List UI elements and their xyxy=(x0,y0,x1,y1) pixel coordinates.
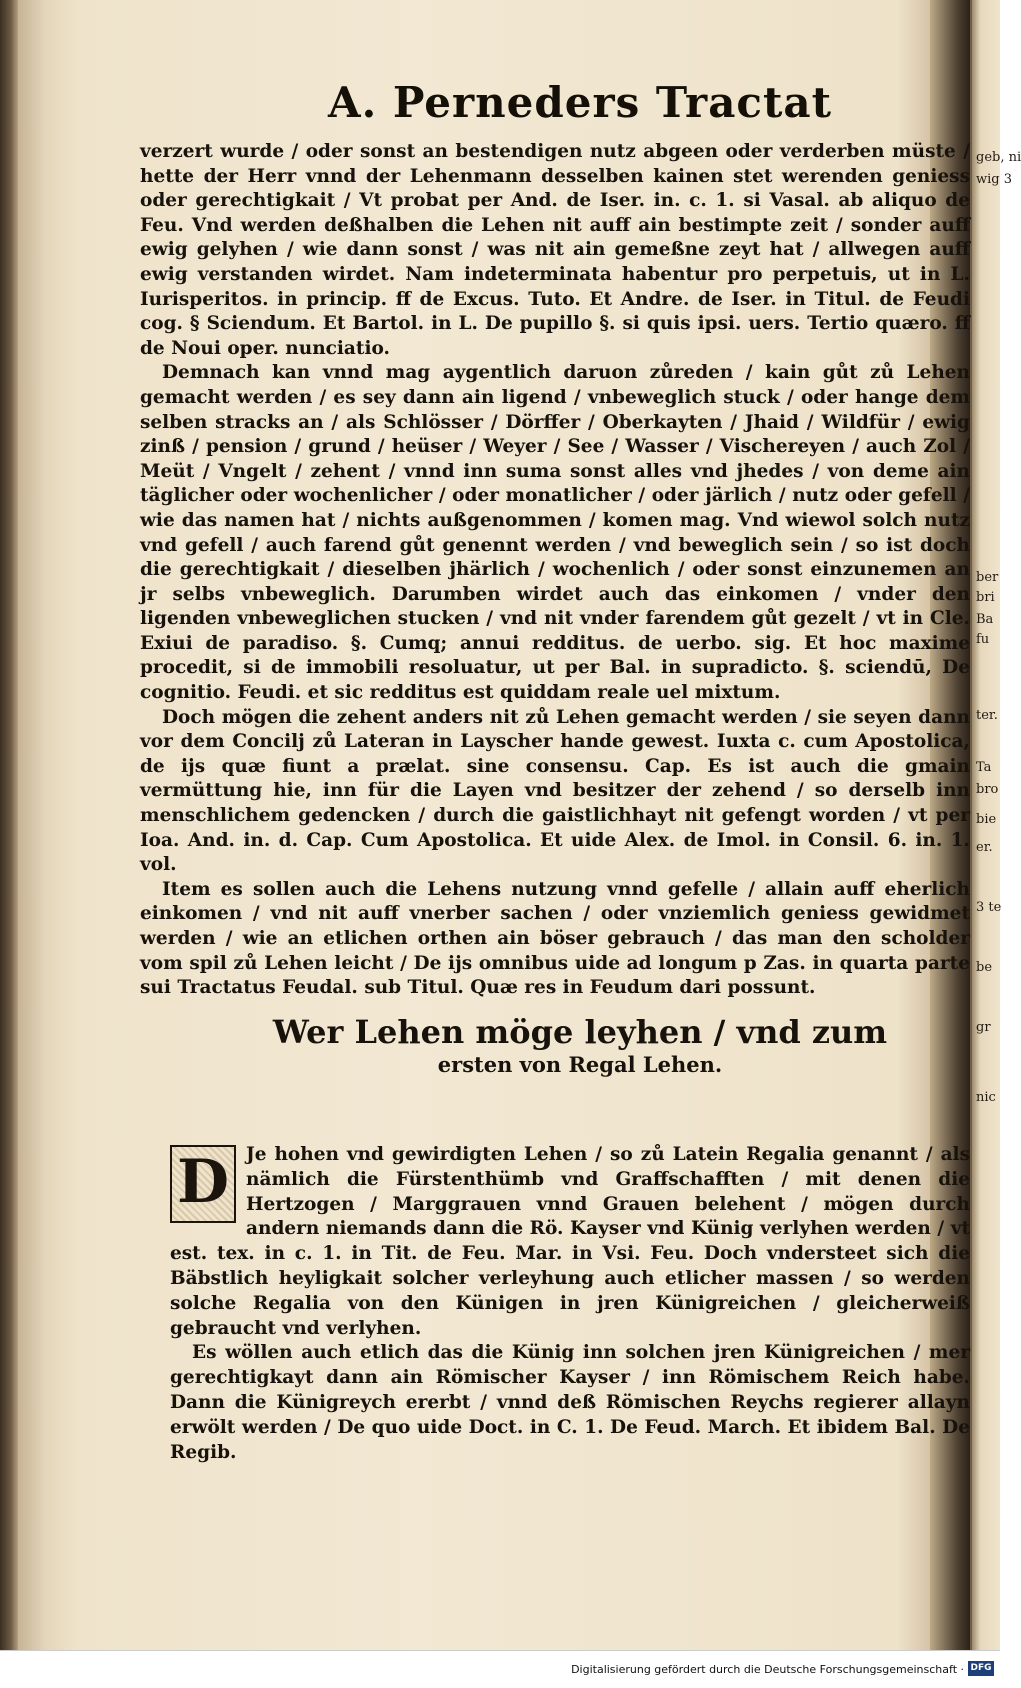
facing-page-fragment: 3 te xyxy=(976,900,1002,915)
paragraph: Item es sollen auch die Lehens nutzung vnnd gefelle / allain auff eherlich einkomen / vnd nit auff vnerber sachen / oder vnziemlich geniess gewidmet werden / wie an etlichen orthen ain böser gebrauch / das man den scholder vom spil zů Lehen leicht / De ijs omnibus uide ad longum p Zas. in quarta parte sui Tractatus Feudal. sub Titul. Quæ res in Feudum dari possunt. xyxy=(140,878,970,999)
facing-page-fragment: gr xyxy=(976,1020,991,1035)
facing-page-fragment: er. xyxy=(976,840,993,855)
section-text xyxy=(170,1143,970,1465)
paragraph-text: Je hohen vnd gewirdigten Lehen / so zů Latein Regalia genannt / als nämlich die Fürstenthümb vnd Graffschafften / mit denen die Hertzogen / Marggrauen vnnd Grauen belehent / mögen durch andern niemands dann die Rö. Kayser vnd Künig verlyhen werden / vt est. tex. in c. 1. in Tit. de Feu. Mar. in Vsi. Feu. Doch vndersteet sich die Bäbstlich heyligkait solcher verleyhung auch etlicher massen / so werden solche Regalia von den Künigen in jren Künigreichen / gleicherweiß gebraucht vnd verlyhen. xyxy=(170,1144,970,1339)
paragraph: Doch mögen die zehent anders nit zů Lehen gemacht werden / sie seyen dann vor dem Concilj zů Lateran in Layscher hande gewest. Iuxta c. cum Apostolica, de ijs quæ fiunt a prælat. sine consensu. Cap. Es ist auch die gmain vermüttung hie, inn für die Layen vnd besitzer der zehend / so derselb inn menschlichem gedencken / durch die gaistlichhayt nit gefengt worden / vt per Ioa. And. in. d. Cap. Cum Apostolica. Et uide Alex. de Imol. in Consil. 6. in. 1. vol. xyxy=(140,706,970,876)
running-head: A. Perneders Tractat xyxy=(327,78,832,127)
facing-page-fragment: fu xyxy=(976,632,990,647)
facing-page-fragment: Ta xyxy=(976,760,992,775)
main-text xyxy=(140,140,970,1001)
facing-page-fragment: wig 3 xyxy=(976,172,1013,187)
facing-page-fragment: nic xyxy=(976,1090,996,1105)
facing-page-fragment: be xyxy=(976,960,993,975)
section-title-line: ersten von Regal Lehen. xyxy=(437,1052,723,1077)
facing-page-fragment: bri xyxy=(976,590,995,605)
paragraph xyxy=(170,1143,970,1341)
section-title xyxy=(200,1013,960,1079)
footer-credit: Digitalisierung gefördert durch die Deutsche Forschungsgemeinschaft · xyxy=(571,1663,964,1676)
facing-page-fragment: ter. xyxy=(976,708,998,723)
facing-page-fragment: Ba xyxy=(976,612,994,627)
facing-page-fragment: bro xyxy=(976,782,999,797)
paragraph: Es wöllen auch etlich das die Künig inn solchen jren Künigreichen / mer gerechtigkayt dann ain Römischer Kayser / inn Römischem Reich habe. Dann die Künigreych ererbt / vnnd deß Römischen Reychs regierer allayn erwölt werden / De quo uide Doct. in C. 1. De Feud. March. Et ibidem Bal. De Regib. xyxy=(170,1342,970,1463)
paragraph: verzert wurde / oder sonst an bestendigen nutz abgeen oder verderben müste / hette der Herr vnnd der Lehenmann desselben kainen stet werenden geniess oder gerechtigkait / Vt probat per And. de Iser. in. c. 1. si Vasal. ab aliquo de Feu. Vnd werden deßhalben die Lehen nit auff ain bestimpte zeit / sonder auff ewig gelyhen / wie dann sonst / was nit ain gemeßne zeyt hat / allwegen auff ewig verstanden wirdet. Nam indeterminata habentur pro perpetuis, ut in L. Iurisperitos. in princip. ff de Excus. Tuto. Et Andre. de Iser. in Titul. de Feudi cog. § Sciendum. Et Bartol. in L. De pupillo §. si quis ipsi. uers. Tertio quæro. ff de Noui oper. nunciatio. xyxy=(140,141,970,359)
facing-page-fragment: geb, ni xyxy=(976,150,1021,165)
footer-bar xyxy=(0,1650,1000,1688)
facing-page-fragment: bie xyxy=(976,812,997,827)
binding-edge xyxy=(0,0,18,1650)
facing-page-fragment: ber xyxy=(976,570,999,585)
decorated-initial: D xyxy=(170,1145,236,1223)
dfg-logo: DFG xyxy=(968,1661,994,1676)
section-title-line: Wer Lehen möge leyhen / vnd zum xyxy=(272,1013,888,1051)
paragraph: Demnach kan vnnd mag aygentlich daruon zůreden / kain gůt zů Lehen gemacht werden / es sey dann ain ligend / vnbeweglich stuck / oder hange dem selben stracks an / als Schlösser / Dörffer / Oberkayten / Jhaid / Wildfür / ewig zinß / pension / grund / heüser / Weyer / See / Wasser / Vischereyen / auch Zol / Meüt / Vngelt / zehent / vnnd inn suma sonst alles vnd jhedes / von deme ain täglicher oder wochenlicher / oder monatlicher / oder järlich / nutz oder gefell / wie das namen hat / nichts außgenommen / komen mag. Vnd wiewol solch nutz vnd gefell / auch farend gůt genennt werden / vnd beweglich sein / so ist doch die gerechtigkait / dieselben jhärlich / wochenlich / oder sonst einzunemen an jr selbs vnbeweglich. Darumben wirdet auch das einkomen / vnder den ligenden vnbeweglichen stucken / vnd nit vnder farendem gůt gezelt / vt in Cle. Exiui de paradiso. §. Cumq; annui redditus. de uerbo. sig. Et hoc maxime procedit, si de immobili resoluatur, ut per Bal. in supradicto. §. sciendū, De cognitio. Feudi. et sic redditus est quiddam reale uel mixtum. xyxy=(140,362,970,704)
